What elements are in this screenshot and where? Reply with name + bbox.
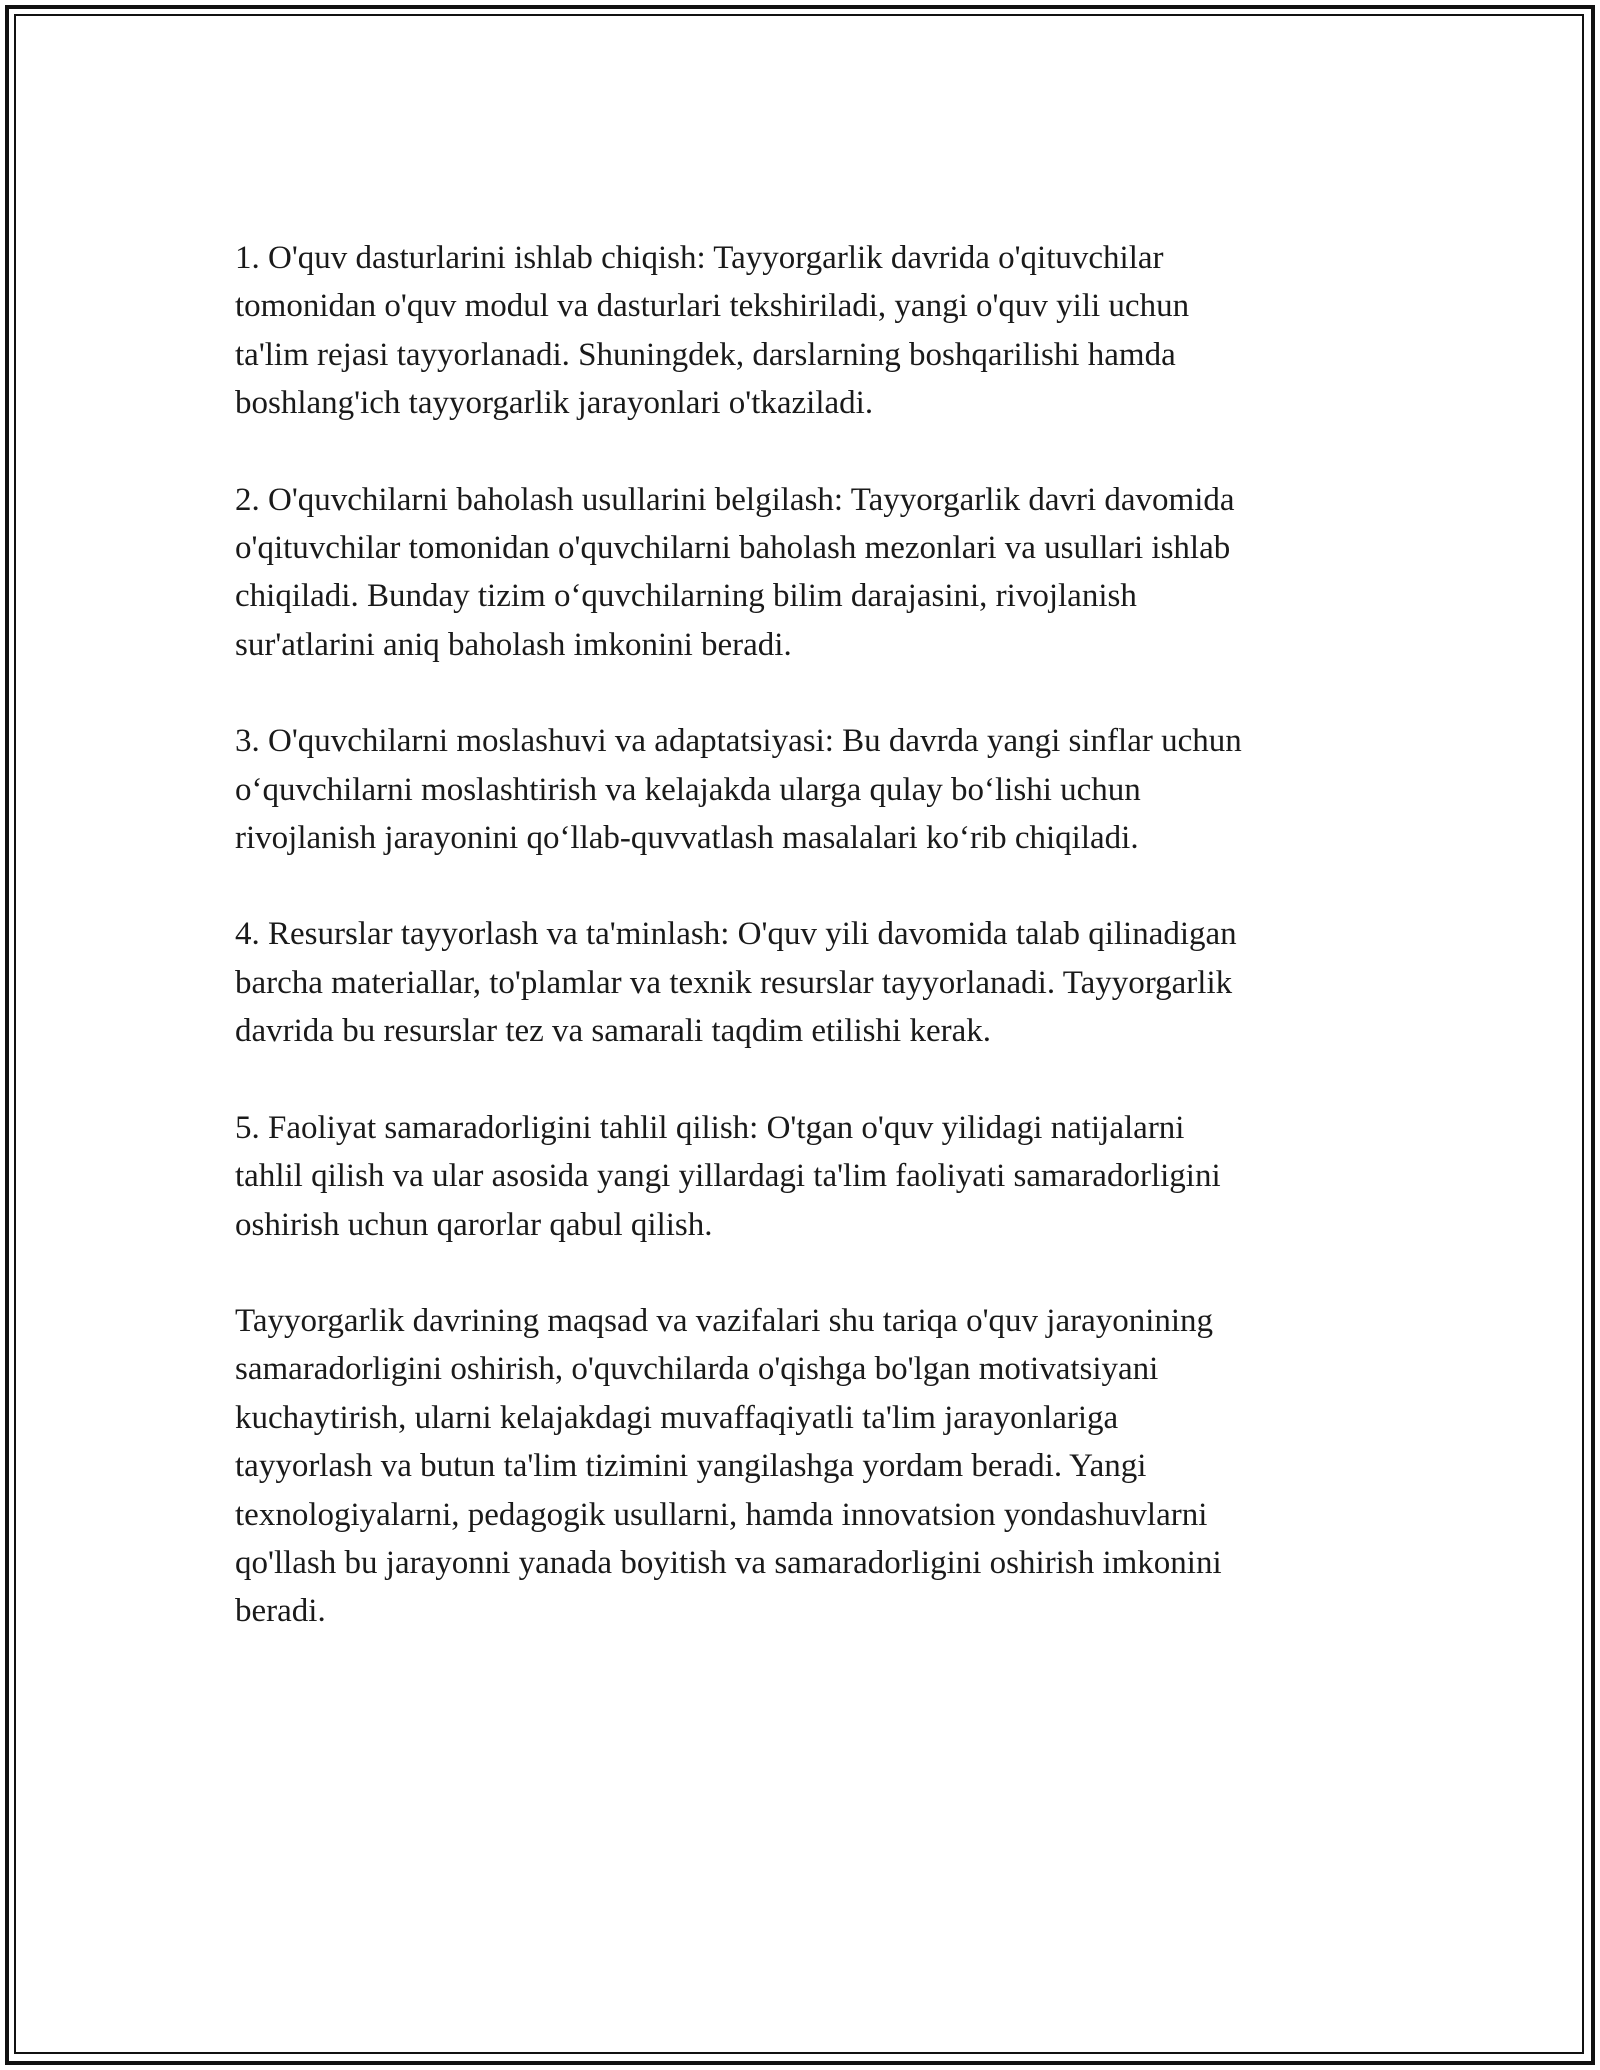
- paragraph-3: 3. O'quvchilarni moslashuvi va adaptatsiyasi: Bu davrda yangi sinflar uchun o‘quvchilarni moslashtirish va kelajakda ularga qulay bo‘lishi uchun rivojlanish jarayonini qo‘llab-quvvatlash masalalari ko‘rib chiqiladi.: [235, 723, 1242, 857]
- paragraph-4: 4. Resurslar tayyorlash va ta'minlash: O'quv yili davomida talab qilinadigan barcha materiallar, to'plamlar va texnik resurslar tayyorlanadi. Tayyorgarlik davrida bu resurslar tez va samarali taqdim etilishi kerak.: [235, 916, 1237, 1050]
- paragraph-conclusion: Tayyorgarlik davrining maqsad va vazifalari shu tariqa o'quv jarayonining samaradorligini oshirish, o'quvchilarda o'qishga bo'lgan motivatsiyani kuchaytirish, ularni kelajakdagi muvaffaqiyatli ta'lim jarayonlariga tayyorlash va butun ta'lim tizimini yangilashga yordam beradi. Yangi texnologiyalarni, pedagogik usullarni, hamda innovatsion yondashuvlarni qo'llash bu jarayonni yanada boyitish va samaradorligini oshirish imkonini beradi.: [235, 1302, 1222, 1630]
- paragraph-5: 5. Faoliyat samaradorligini tahlil qilish: O'tgan o'quv yilidagi natijalarni tahlil qilish va ular asosida yangi yillardagi ta'lim faoliyati samaradorligini oshirish uchun qarorlar qabul qilish.: [235, 1109, 1221, 1243]
- paragraph-1: 1. O'quv dasturlarini ishlab chiqish: Tayyorgarlik davrida o'qituvchilar tomonidan o'quv modul va dasturlari tekshiriladi, yangi o'quv yili uchun ta'lim rejasi tayyorlanadi. Shuningdek, darslarning boshqarilishi hamda boshlang'ich tayyorgarlik jarayonlari o'tkaziladi.: [235, 240, 1190, 422]
- paragraph-2: 2. O'quvchilarni baholash usullarini belgilash: Tayyorgarlik davri davomida o'qituvchilar tomonidan o'quvchilarni baholash mezonlari va usullari ishlab chiqiladi. Bunday tizim o‘quvchilarning bilim darajasini, rivojlanish sur'atlarini aniq baholash imkonini beradi.: [235, 481, 1235, 663]
- document-body: [235, 234, 1375, 1684]
